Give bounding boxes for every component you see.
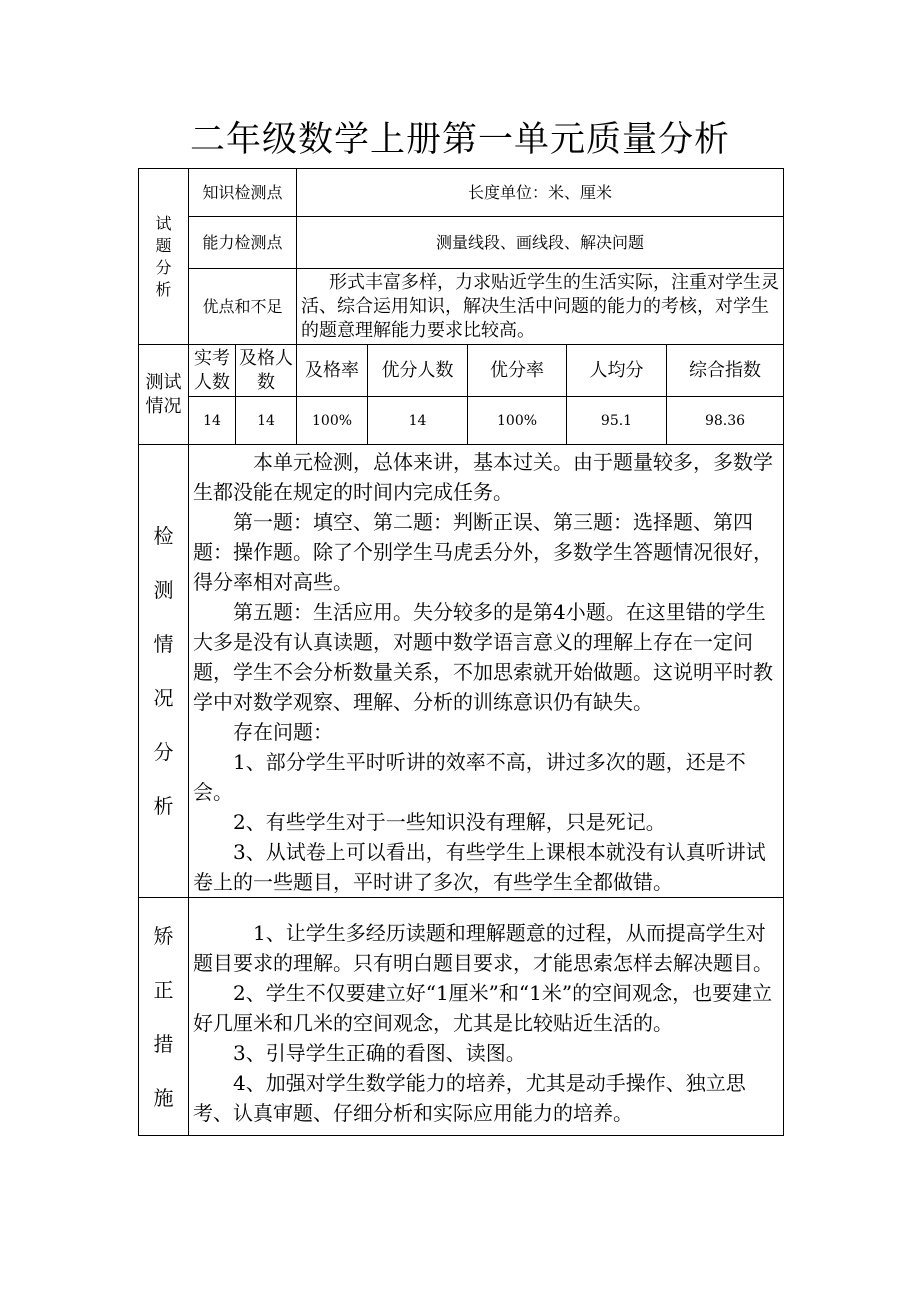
row-value-pros-cons: 形式丰富多样，力求贴近学生的生活实际，注重对学生灵活、综合运用知识，解决生活中问题的能力的考核，对学生的题意理解能力要求比较高。 [297,269,784,345]
paragraph: 2、学生不仅要建立好“1厘米”和“1米”的空间观念，也要建立好几厘米和几米的空间观念，尤其是比较贴近生活的。 [193,981,773,1035]
paragraph: 存在问题： [233,720,333,744]
value-excellent-rate: 100% [468,397,567,445]
table-row [139,217,784,269]
paragraph: 1、部分学生平时听讲的效率不高，讲过多次的题，还是不会。 [193,750,746,804]
header-composite-index: 综合指数 [667,345,784,397]
value-excellent-count: 14 [368,397,468,445]
table-row [139,169,784,217]
table-row [139,345,784,397]
corrective-measures-content [189,898,784,1136]
paragraph: 4、加强对学生数学能力的培养，尤其是动手操作、独立思考、认真审题、仔细分析和实际应用能力的培养。 [193,1071,746,1125]
row-label-ability: 能力检测点 [189,217,297,269]
paragraph: 第五题：生活应用。失分较多的是第4小题。在这里错的学生大多是没有认真读题，对题中数学语言意义的理解上存在一定问题，学生不会分析数量关系，不加思索就开始做题。这说明平时教学中对数学观察、理解、分析的训练意识仍有缺失。 [193,600,773,714]
row-value-ability: 测量线段、画线段、解决问题 [297,217,784,269]
table-row [139,269,784,345]
row-value-knowledge: 长度单位：米、厘米 [297,169,784,217]
header-pass-rate: 及格率 [297,345,368,397]
paragraph: 2、有些学生对于一些知识没有理解，只是死记。 [233,810,666,834]
value-composite-index: 98.36 [667,397,784,445]
header-pass-count: 及格人数 [236,345,297,397]
section-label-corrective-measures: 矫 正 措 施 [139,898,189,1136]
section-label-detection-analysis: 检 测 情 况 分 析 [139,445,189,898]
row-label-pros-cons: 优点和不足 [189,269,297,345]
paragraph: 1、让学生多经历读题和理解题意的过程，从而提高学生对题目要求的理解。只有明白题目要求，才能思索怎样去解决题目。 [193,921,773,975]
table-row [139,397,784,445]
header-average-score: 人均分 [567,345,667,397]
section-label-test-analysis: 试 题 分 析 [139,169,189,345]
paragraph: 3、从试卷上可以看出，有些学生上课根本就没有认真听讲试卷上的一些题目，平时讲了多次，有些学生全都做错。 [193,840,766,894]
table-row [139,898,784,1136]
paragraph: 第一题：填空、第二题：判断正误、第三题：选择题、第四题：操作题。除了个别学生马虎丢分外，多数学生答题情况很好，得分率相对高些。 [193,510,773,594]
value-actual-count: 14 [189,397,236,445]
section-label-test-situation: 测试 情况 [139,345,189,445]
header-excellent-rate: 优分率 [468,345,567,397]
page-title: 二年级数学上册第一单元质量分析 [189,120,730,160]
value-pass-rate: 100% [297,397,368,445]
paragraph: 3、引导学生正确的看图、读图。 [233,1041,526,1065]
header-actual-count: 实考人数 [189,345,236,397]
row-label-knowledge: 知识检测点 [189,169,297,217]
quality-analysis-table [138,168,784,1136]
header-excellent-count: 优分人数 [368,345,468,397]
table-row [139,445,784,898]
paragraph: 本单元检测，总体来讲，基本过关。由于题量较多，多数学生都没能在规定的时间内完成任务。 [193,450,773,504]
detection-analysis-content [189,445,784,898]
value-average-score: 95.1 [567,397,667,445]
value-pass-count: 14 [236,397,297,445]
